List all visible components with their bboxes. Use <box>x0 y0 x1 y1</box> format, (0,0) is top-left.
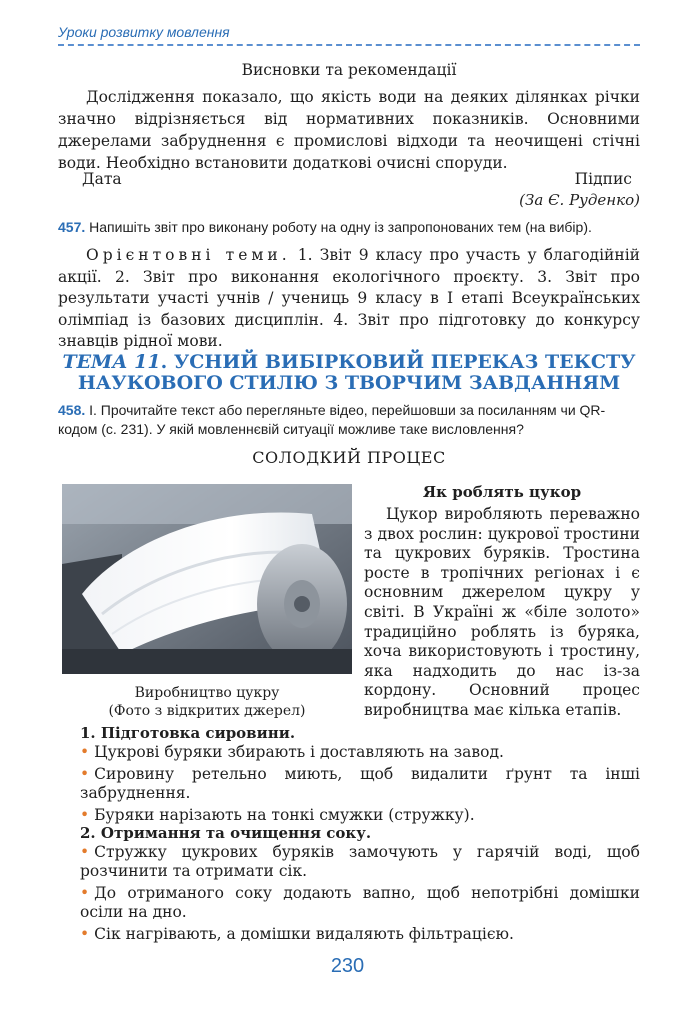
bullet-icon: • <box>80 843 90 861</box>
conclusions-title: Висновки та рекомендації <box>241 61 457 79</box>
task-number: 458. <box>58 402 86 418</box>
theme-title <box>58 352 640 394</box>
topics-paragraph <box>58 245 640 353</box>
sugar-production-photo <box>62 484 352 674</box>
step-2-list <box>80 843 640 947</box>
date-label: Дата <box>82 170 122 188</box>
conclusions-text: Дослідження показало, що якість води на деяких ділянках річки значно відрізняється від нормативних показників. Основними джерелами забруднення є промислові відходи та неочищені стічні води. Необхідно встановити додаткові очисні споруди. <box>58 88 640 172</box>
task-text: Напишіть звіт про виконану роботу на одну із запропонованих тем (на вибір). <box>89 219 592 235</box>
bullet-icon: • <box>80 806 90 824</box>
page-number: 230 <box>330 955 365 977</box>
bullet-icon: • <box>80 884 90 902</box>
theme-prefix: ТЕМА 11 <box>62 351 161 373</box>
bullet-icon: • <box>80 765 90 783</box>
step-2-title: 2. Отримання та очищення соку. <box>80 824 372 842</box>
bullet-icon: • <box>80 925 90 943</box>
header-divider <box>58 44 640 46</box>
list-item: • Буряки нарізають на тонкі смужки (стружку). <box>80 806 475 824</box>
task-457 <box>58 218 640 237</box>
author-attribution: (За Є. Руденко) <box>519 191 640 209</box>
photo-caption-title: Виробництво цукру <box>134 685 280 701</box>
step-1-list <box>80 743 640 828</box>
sugar-production-illustration <box>62 484 352 674</box>
theme-line-2: НАУКОВОГО СТИЛЮ З ТВОРЧИМ ЗАВДАННЯМ <box>77 372 621 394</box>
article-title: СОЛОДКИЙ ПРОЦЕС <box>252 448 446 467</box>
sidebar-heading: Як роблять цукор <box>422 483 582 501</box>
list-item: • Сировину ретельно миють, щоб видалити ґрунт та інші забруднення. <box>80 765 640 802</box>
step-1-title: 1. Підготовка сировини. <box>80 724 296 742</box>
sidebar-text: Цукор виробляють переважно з двох рослин: цукрової тростини та цукрових буряків. Тростина росте в тропічних регіонах і є основним джерелом цукру у світі. В Україні ж «біле золото» традиційно роблять із буряка, хоча використовують і тростину, яка надходить до нас із-за кордону. Основний процес виробництва має кілька етапів. <box>364 505 640 719</box>
photo-caption <box>62 684 352 720</box>
running-header: Уроки розвитку мовлення <box>58 24 230 40</box>
list-item: • Стружку цукрових буряків замочують у гарячій воді, щоб розчинити та отримати сік. <box>80 843 640 880</box>
task-458 <box>58 401 640 439</box>
topics-label: Орієнтовні теми. <box>86 246 291 264</box>
list-item: • До отриманого соку додають вапно, щоб непотрібні домішки осіли на дно. <box>80 884 640 921</box>
task-number: 457. <box>58 219 86 235</box>
list-item: • Цукрові буряки збирають і доставляють на завод. <box>80 743 504 761</box>
theme-line-1: . УСНИЙ ВИБІРКОВИЙ ПЕРЕКАЗ ТЕКСТУ <box>160 351 636 373</box>
topics-text: 1. Звіт 9 класу про участь у благодійній акції. 2. Звіт про виконання екологічного проєкту. 3. Звіт про результати участі учнів / учениць 9 класу в I етапі Всеукраїнських олімпіад із базових дисциплін. 4. Звіт про підготовку до конкурсу знавців рідної мови. <box>58 246 640 350</box>
photo-caption-source: (Фото з відкритих джерел) <box>108 703 306 719</box>
list-item: • Сік нагрівають, а домішки видаляють фільтрацією. <box>80 925 514 943</box>
date-signature-row <box>82 170 632 188</box>
signature-label: Підпис <box>574 170 632 188</box>
bullet-icon: • <box>80 743 90 761</box>
task-text: І. Прочитайте текст або перегляньте відео, перейшовши за посиланням чи QR-кодом (с. 231). У якій мовленнєвій ситуації можливе таке висловлення? <box>58 402 606 437</box>
